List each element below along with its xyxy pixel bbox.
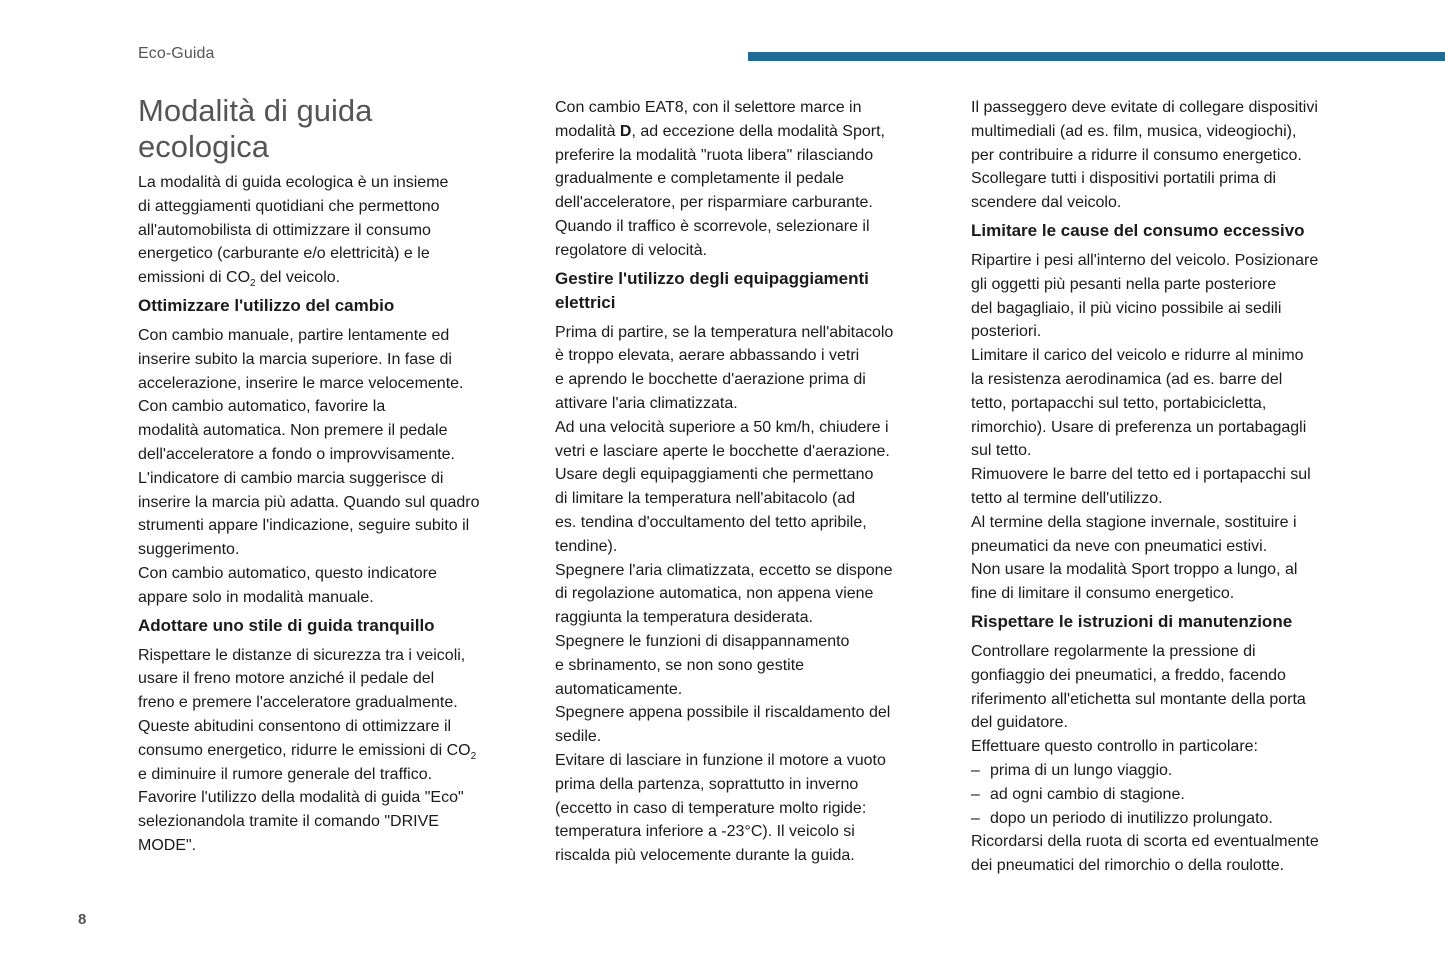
calm-text-a: Rispettare le distanze di sicurezza tra i veicoli, usare il freno motore anziché il pedale del freno e premere l'acceleratore gradualmente. Queste abitudini consentono di ottimizzare il consumo energetico, ridurre le emissioni di CO bbox=[138, 646, 471, 759]
heading-maintenance: Rispettare le istruzioni di manutenzione bbox=[971, 611, 1293, 631]
paragraph-eat8 bbox=[555, 96, 947, 263]
list-item-text: ad ogni cambio di stagione. bbox=[990, 785, 1185, 803]
eat8-bold-d: D bbox=[619, 122, 632, 140]
list-item-text: prima di un lungo viaggio. bbox=[990, 761, 1173, 779]
list-item-text: dopo un periodo di inutilizzo prolungato. bbox=[990, 809, 1273, 827]
dash-marker: – bbox=[971, 785, 980, 803]
heading-excess-consumption: Limitare le cause del consumo eccessivo bbox=[971, 220, 1305, 240]
paragraph-excess-consumption: Ripartire i pesi all'interno del veicolo. Posizionare gli oggetti più pesanti nella parte posteriore del bagagliaio, il più vicino possibile ai sedili posteriori. Limitare il carico del veicolo e ridurre al minimo la resistenza aerodinamica (ad es. barre del tetto, portapacchi sul tetto, portabicicletta, rimorchio). Usare di preferenza un portabagagli sul tetto. Rimuovere le barre del tetto ed i portapacchi sul tetto al termine dell'utilizzo. Al termine della stagione invernale, sostituire i pneumatici da neve con pneumatici estivi. Non usare la modalità Sport troppo a lungo, al fine di limitare il consumo energetico. bbox=[971, 251, 1319, 603]
heading-electrical-equipment: Gestire l'utilizzo degli equipaggiamenti elettrici bbox=[555, 268, 869, 312]
section-header: Eco-Guida bbox=[138, 45, 215, 62]
paragraph-gearbox: Con cambio manuale, partire lentamente ed inserire subito la marcia superiore. In fase di accelerazione, inserire le marce velocemente. Con cambio automatico, favorire la modalità automatica. Non premere il pedale dell'acceleratore a fondo o improvvisamente. L'indicatore di cambio marcia suggerisce di inserire la marcia più adatta. Quando sul quadro strumenti appare l'indicazione, seguire subito il suggerimento. Con cambio automatico, questo indicatore appare solo in modalità manuale. bbox=[138, 326, 480, 606]
calm-subscript: 2 bbox=[470, 750, 477, 762]
maintenance-list bbox=[971, 759, 1363, 830]
intro-paragraph bbox=[138, 171, 530, 290]
intro-text-b: del veicolo. bbox=[255, 269, 341, 287]
paragraph-calm-driving bbox=[138, 644, 530, 858]
dash-marker: – bbox=[971, 761, 980, 779]
heading-calm-driving: Adottare uno stile di guida tranquillo bbox=[138, 615, 435, 635]
heading-gearbox: Ottimizzare l'utilizzo del cambio bbox=[138, 295, 395, 315]
paragraph-electrical-equipment: Prima di partire, se la temperatura nell'abitacolo è troppo elevata, aerare abbassando i vetri e aprendo le bocchette d'aerazione prima di attivare l'aria climatizzata. Ad una velocità superiore a 50 km/h, chiudere i vetri e lasciare aperte le bocchette d'aerazione. Usare degli equipaggiamenti che permettano di limitare la temperatura nell'abitacolo (ad es. tendina d'occultamento del tetto apribile, tendine). Spegnere l'aria climatizzata, eccetto se dispone di regolazione automatica, non appena viene raggiunta la temperatura desiderata. Spegnere le funzioni di disappannamento e sbrinamento, se non sono gestite automaticamente. Spegnere appena possibile il riscaldamento del sedile. Evitare di lasciare in funzione il motore a vuoto prima della partenza, soprattutto in inverno (eccetto in caso di temperature molto rigide: temperatura inferiore a -23°C). Il veicolo si riscalda più velocemente durante la guida. bbox=[555, 323, 894, 865]
list-item bbox=[971, 783, 1363, 807]
eat8-text-a: Con cambio EAT8, con il selettore marce in modalità bbox=[555, 99, 862, 140]
column-1 bbox=[138, 93, 530, 858]
header-accent-bar bbox=[748, 52, 1445, 61]
list-item bbox=[971, 807, 1363, 831]
paragraph-passenger: Il passeggero deve evitate di collegare dispositivi multimediali (ad es. film, musica, videogiochi), per contribuire a ridurre il consumo energetico. Scollegare tutti i dispositivi portatili prima di scendere dal veicolo. bbox=[971, 99, 1318, 212]
paragraph-maintenance: Controllare regolarmente la pressione di gonfiaggio dei pneumatici, a freddo, facendo riferimento all'etichetta sul montante della porta del guidatore. Effettuare questo controllo in particolare: bbox=[971, 642, 1306, 756]
column-3 bbox=[971, 96, 1363, 878]
calm-text-b: e diminuire il rumore generale del traffico. Favorire l'utilizzo della modalità di guida "Eco" selezionandola tramite il comando "DRIVE MODE". bbox=[138, 765, 464, 854]
page-title: Modalità di guida ecologica bbox=[138, 93, 373, 164]
column-2 bbox=[555, 96, 947, 868]
intro-text-a: La modalità di guida ecologica è un insieme di atteggiamenti quotidiani che permettono all'automobilista di ottimizzare il consumo energetico (carburante e/o elettricità) e le emissioni di CO bbox=[138, 174, 449, 287]
dash-marker: – bbox=[971, 809, 980, 827]
list-item bbox=[971, 759, 1363, 783]
page-number: 8 bbox=[78, 911, 87, 928]
eat8-text-b: , ad eccezione della modalità Sport, preferire la modalità "ruota libera" rilasciando gradualmente e completamente il pedale dell'acceleratore, per risparmiare carburante. Quando il traffico è scorrevole, selezionare il regolatore di velocità. bbox=[555, 122, 885, 259]
paragraph-spare-wheel: Ricordarsi della ruota di scorta ed eventualmente dei pneumatici del rimorchio o della roulotte. bbox=[971, 833, 1319, 875]
intro-subscript: 2 bbox=[250, 278, 256, 290]
